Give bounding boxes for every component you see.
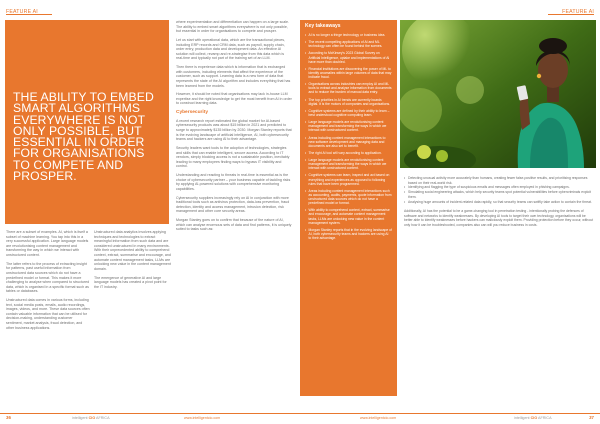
right-column-text bbox=[404, 176, 594, 232]
col2-paragraph: Security leaders want tools to the adoption of technologies, strategies and skills that can enable intelligent, secure access. According to IT vendors, simply blocking access is not a sustainable position, inevitably leading to many employees finding ways to bypass IT visibility and control. bbox=[176, 145, 290, 169]
col2-paragraph: Then there is experience data which is information that is exchanged with customers, including elements that affect the experience of the customer, such as support. Learning data is a new form of data that represents the state of the AI algorithm and includes everything that has been learned from the models. bbox=[176, 65, 291, 88]
takeaway-item: • Cognitive systems can learn, inspect and act based on everything and experiences as opposed to following rules that have been programmed. bbox=[305, 173, 392, 185]
pull-quote-box bbox=[5, 20, 169, 224]
footer-left bbox=[0, 410, 300, 424]
footer-rule bbox=[0, 413, 300, 414]
photo-illustration bbox=[400, 20, 596, 168]
col2-paragraph: Understanding and reacting to threats in real-time is essential as is the choice of cybersecurity partner – your business capable of tackling risks by applying AI-powered solutions with comprehensive monitoring capabilities. bbox=[176, 173, 291, 191]
key-takeaways-list bbox=[305, 33, 392, 240]
takeaway-item: • Morgan Stanley reports that in the evolving landscape of AI, both cybersecurity teams and hackers are using AI to their advantage. bbox=[305, 228, 392, 240]
takeaway-item: • The recent compelling applications of AI and ML technology can often be found behind the scenes. bbox=[305, 40, 392, 48]
page-number-right: 37 bbox=[589, 415, 594, 420]
takeaway-item: • The top priorities in AI trends are currently boards digital. It is the motors of companies and organisations. bbox=[305, 98, 392, 106]
col2-paragraph: A recent research report estimated the global market for AI-based cybersecurity products was about $15 billion in 2021 and predicted to surge to approximately $135 billion by 2030. Morgan Stanley reports that is the evolving landscape of artificial intelligence, AI, both cybersecurity teams and hackers are using AI to their advantage. bbox=[176, 118, 292, 142]
takeaway-item: • Large language models are revolutionising content management and transforming the ways in which we interact with unstructured content. bbox=[305, 120, 392, 132]
top-rule-right bbox=[548, 14, 594, 15]
pull-quote-text: THE ABILITY TO EMBED SMART ALGORITHMS EVERYWHERE IS NOT ONLY POSSIBLE, BUT ESSENTIAL IN ORDER FOR ORGANISATIONS TO COMPETE AND PROSPER. bbox=[13, 90, 154, 184]
takeaway-item: • Cognitive systems are defined by their ability to learn – best understood cognitive computing learn. bbox=[305, 109, 392, 117]
key-takeaways-title: Key takeaways bbox=[305, 23, 341, 29]
cybersecurity-heading: Cybersecurity bbox=[176, 110, 208, 116]
right-page bbox=[300, 0, 600, 424]
website-url-right[interactable]: www.intelligentcio.com bbox=[360, 416, 397, 420]
key-takeaways-panel bbox=[300, 20, 397, 396]
photo-woman-in-market bbox=[400, 20, 596, 168]
page-number-left: 36 bbox=[6, 415, 11, 420]
col1-paragraph: The latter refers to the process of extracting insight for patterns, past useful information from unstructured data sources which do not have a predefined model or format. This makes it more challenging to analyse when compared to structured data, which is organised in a specific format such as tables or databases. bbox=[6, 261, 90, 294]
takeaway-item: • According to McKinsey's 2023 Global Survey on Artificial Intelligence, uptake and implementations of AI have more than doubled. bbox=[305, 51, 392, 63]
capability-bullet: • Identifying and flagging the type of suspicious emails and messages often employed in phishing campaigns. bbox=[404, 185, 594, 190]
takeaway-item: • The right AI tool will vary according to application. bbox=[305, 151, 392, 155]
col1-paragraph: There are a subset of examples. AI, which is itself a subset of machine learning. You tap into this in a very successful application. Large language models are revolutionising content management and transforming the way in which we interact with unstructured content. bbox=[6, 230, 89, 257]
takeaway-item: • With ability to comprehend context, extract, summarise and encourage, and automate content management tasks, LLMs are unlocking new value in the content management system. bbox=[305, 208, 392, 224]
left-column-1b bbox=[94, 230, 172, 402]
left-column-2 bbox=[176, 20, 292, 402]
left-column-1 bbox=[6, 230, 90, 334]
col2-paragraph: Cybersecurity suppliers increasingly rely on AI in conjunction with more traditional tools such as antivirus protection, data-loss prevention, fraud detection, identity and access management, intrusion detection, risk management and other core security areas. bbox=[176, 195, 290, 214]
takeaway-item: • Financial institutions are discovering the power of ML to identify anomalies within large volumes of data that may indicate fraud. bbox=[305, 67, 392, 79]
col1-paragraph: Unstructured data analytics involves applying techniques and technologies to extract meaningful information from such data and are considered unstructured in many environments. With their unprecedented ability to comprehend context, extract, summarise and encourage, and automate content management tasks, LLMs are unlocking new value in the content management domain. bbox=[94, 230, 171, 271]
col2-paragraph: Let us start with operational data, which are the transactional pieces, including ERP records and CRM data, such as payroll, supply chain, order entry, production data and development data. An effective AI solution will collect, revamp and re-strategise from this data which is real-time and typically not part of the training set of an LLM. bbox=[176, 37, 286, 61]
takeaway-item: • Areas including content management interactions such as accounting, audits, payments, quote information from unstructured data sources which do not have a predefined model or format. bbox=[305, 189, 392, 205]
col1-paragraph: The emergence of generative AI and large language models has created a pivot point for the IT industry. bbox=[94, 275, 167, 289]
col2-paragraph: Morgan Stanley goes on to confirm that because of the nature of AI, which can analyse enormous sets of data and find patterns, it is uniquely suited to tasks such as: bbox=[176, 218, 292, 232]
footer-rule bbox=[300, 413, 600, 414]
takeaway-item: • Organisations across industries can employ AI and ML tools to extract and analyse information from documents and to reduce the burden of manual data entry. bbox=[305, 82, 392, 94]
website-url-left[interactable]: www.intelligentcio.com bbox=[184, 416, 221, 420]
ai-capabilities-list bbox=[404, 176, 594, 204]
takeaway-item: • Areas including content management interactions to new software development and managing data and documents are also set to benefit. bbox=[305, 136, 392, 148]
feature-tag-left: FEATURE AI bbox=[6, 9, 38, 15]
publication-logo-left: intelligent CIO AFRICA bbox=[72, 416, 110, 420]
capability-bullet: • Detecting unusual activity more accurately than humans, creating fewer false-positive results, and prioritising responses based on their real-world risk. bbox=[404, 176, 594, 185]
publication-logo-right: intelligent CIO AFRICA bbox=[514, 416, 552, 420]
footer-right bbox=[300, 410, 600, 424]
penetration-testing-paragraph: Additionally, AI has the potential to be a game-changing tool in penetration testing - intentionally probing the defences of software and networks to identify weaknesses. By developing AI tools to target their own technology, organisations will be better able to identify weaknesses before hackers can maliciously exploit them. Providing protection before they occur, without only how it can be troubleshooted, companies also can will you reduce business in costs. bbox=[404, 209, 594, 227]
col2-paragraph: However, it should be noted that organisations may lack in-house LLM expertise and the right knowledge to get the most benefit from AI in order to construct learning data. bbox=[176, 92, 292, 106]
top-rule-left bbox=[6, 14, 52, 15]
takeaway-item: • Large language models are revolutionising content management and transforming the ways in which we interact with unstructured content. bbox=[305, 158, 392, 170]
col2-paragraph: where experimentation and differentiation can happen on a large scale. The ability to embed smart algorithms everywhere is not only possible, but essential in order for organisations to compete and prosper. bbox=[176, 20, 290, 34]
col1-paragraph: Unstructured data comes in various forms, including text, social media posts, emails, audio recordings, images, videos, and more. These data sources often contain valuable information that can be utilised for decision-making, understanding customer sentiment, market analysis, fraud detection, and other business applications. bbox=[6, 298, 90, 330]
capability-bullet: • Analysing huge amounts of incident-related data rapidly, so that security teams can swiftly take action to contain the threat. bbox=[404, 200, 594, 205]
capability-bullet: • Simulating social engineering attacks, which help security teams spot potential vulnerabilities before cybercriminals exploit them. bbox=[404, 190, 594, 199]
takeaway-item: • AI is no longer a fringe technology or business idea. bbox=[305, 33, 392, 37]
feature-tag-right: FEATURE AI bbox=[562, 9, 594, 15]
